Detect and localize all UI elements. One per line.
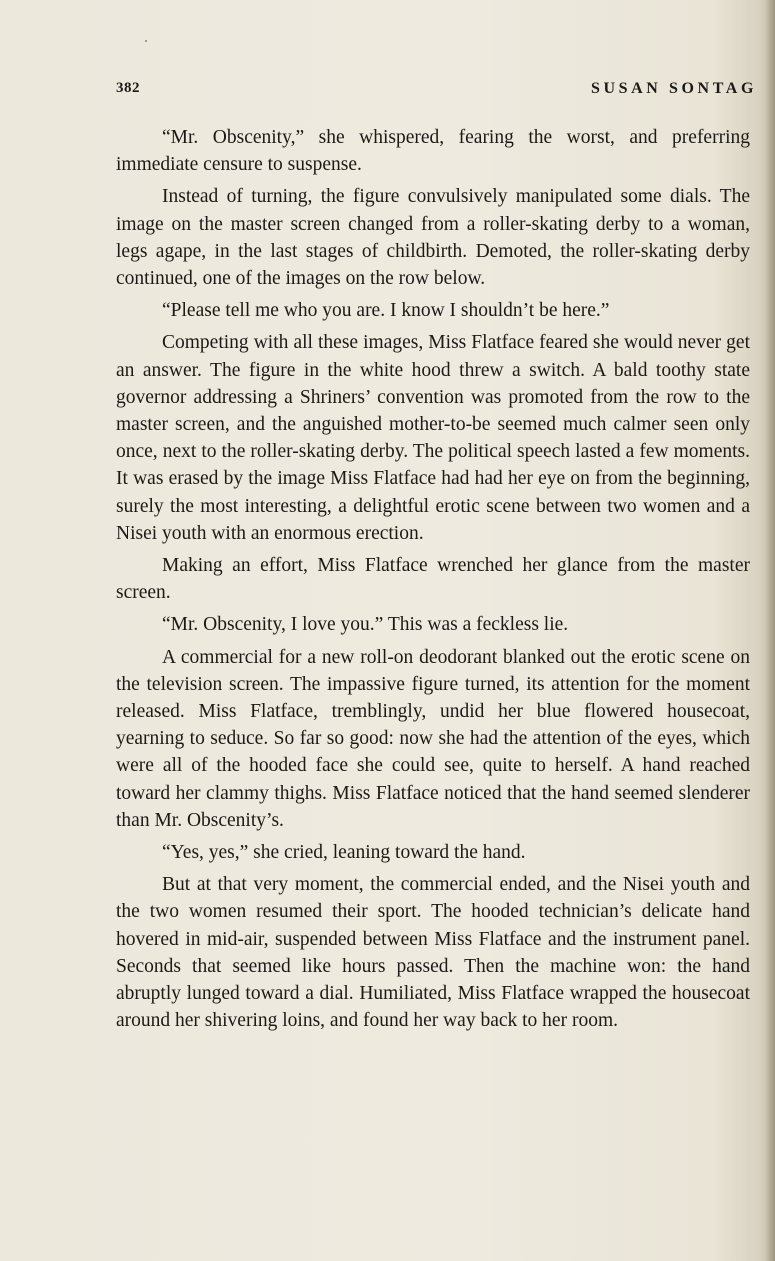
paragraph-3: “Please tell me who you are. I know I shouldn’t be here.” [162,300,610,322]
paragraph-7: A commercial for a new roll-on deodorant blanked out the erotic scene on the television screen. The impassive figure turned, its attention for the moment released. Miss Flatface, tremblingly, undid her blue flowered housecoat, yearning to seduce. So far so good: now she had the attention of the eyes, which were all of the hooded face she could see, quite to herself. A hand reached toward her clammy thighs. Miss Flatface noticed that the hand seemed slenderer than Mr. Obscenity’s. [116,646,750,831]
running-head-author: SUSAN SONTAG [590,80,757,97]
paragraph-9: But at that very moment, the commercial ended, and the Nisei youth and the two women resumed their sport. The hooded technician’s delicate hand hovered in mid-air, suspended between Miss Flatface and the instrument panel. Seconds that seemed like hours passed. Then the machine won: the hand abruptly lunged toward a dial. Humiliated, Miss Flatface wrapped the housecoat around her shivering loins, and found her way back to her room. [116,874,750,1032]
paragraph-6: “Mr. Obscenity, I love you.” This was a feckless lie. [162,614,569,636]
page-edge-shadow [765,0,775,1261]
paragraph-8: “Yes, yes,” she cried, leaning toward the hand. [162,842,526,864]
page-number: 382 [116,80,140,96]
body-text [116,124,750,1040]
paragraph-2: Instead of turning, the figure convulsively manipulated some dials. The image on the master screen changed from a roller-skating derby to a woman, legs agape, in the last stages of childbirth. Demoted, the roller-skating derby continued, one of the images on the row below. [116,186,750,290]
dust-speck [145,40,147,42]
running-head [116,80,757,102]
paragraph-4: Competing with all these images, Miss Flatface feared she would never get an answer. The figure in the white hood threw a switch. A bald toothy state governor addressing a Shriners’ convention was promoted from the row to the master screen, and the anguished mother-to-be seemed much calmer seen only once, next to the roller-skating derby. The political speech lasted a few moments. It was erased by the image Miss Flatface had had her eye on from the beginning, surely the most interesting, a delightful erotic scene between two women and a Nisei youth with an enormous erection. [116,332,750,544]
paragraph-5: Making an effort, Miss Flatface wrenched her glance from the master screen. [116,555,750,604]
paragraph-1: “Mr. Obscenity,” she whispered, fearing the worst, and preferring immediate censure to suspense. [116,127,750,176]
